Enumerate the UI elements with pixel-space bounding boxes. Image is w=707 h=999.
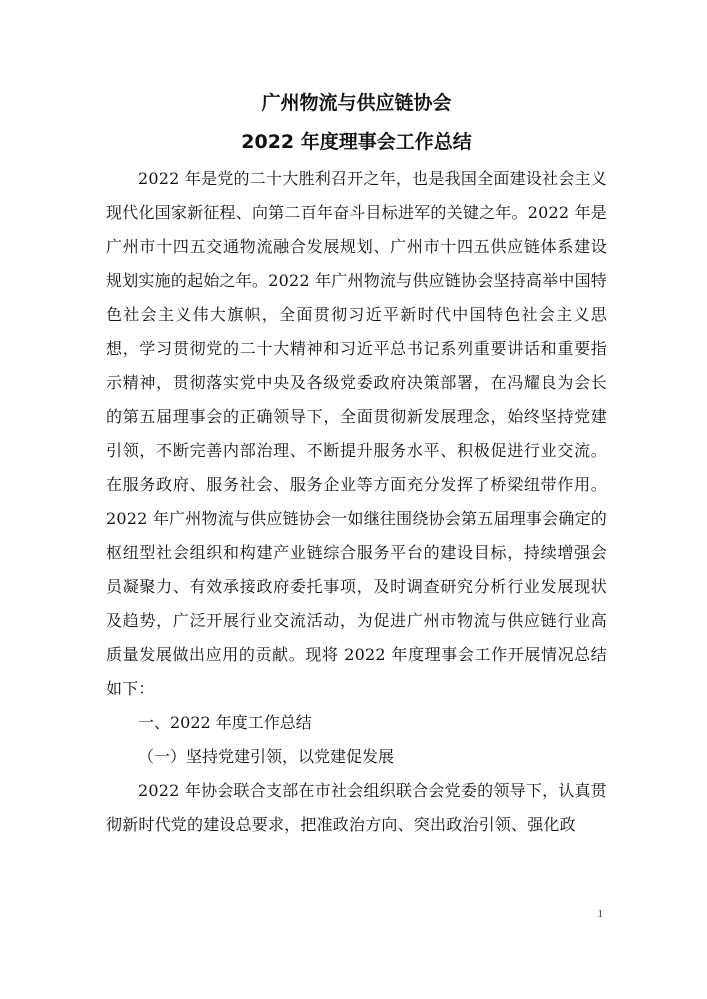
intro-paragraph: 2022 年是党的二十大胜利召开之年，也是我国全面建设社会主义现代化国家新征程、向第二百年奋斗目标进军的关键之年。2022 年是广州市十四五交通物流融合发展规划、广州市十四五供应链体系建设规划实施的起始之年。2022 年广州物流与供应链协会坚持高举中国特色社会主义伟大旗帜，全面贯彻习近平新时代中国特色社会主义思想，学习贯彻党的二十大精神和习近平总书记系列重要讲话和重要指示精神，贯彻落实党中央及各级党委政府决策部署，在冯耀良为会长的第五届理事会的正确领导下，全面贯彻新发展理念，始终坚持党建引领，不断完善内部治理、不断提升服务水平、积极促进行业交流。在服务政府、服务社会、服务企业等方面充分发挥了桥梁纽带作用。2022 年广州物流与供应链协会一如继往围绕协会第五届理事会确定的枢纽型社会组织和构建产业链综合服务平台的建设目标，持续增强会员凝聚力、有效承接政府委托事项，及时调查研究分析行业发展现状及趋势，广泛开展行业交流活动，为促进广州市物流与供应链行业高质量发展做出应用的贡献。现将 2022 年度理事会工作开展情况总结如下： <box>106 169 607 698</box>
document-body <box>106 88 607 842</box>
document-subtitle: 2022 年度理事会工作总结 <box>241 131 472 153</box>
section-heading: 一、2022 年度工作总结 <box>138 713 312 732</box>
page-number: 1 <box>597 908 603 920</box>
document-title: 广州物流与供应链协会 <box>261 92 452 114</box>
subsection-heading: （一）坚持党建引领，以党建促发展 <box>138 747 395 766</box>
party-building-paragraph: 2022 年协会联合支部在市社会组织联合会党委的领导下，认真贯彻新时代党的建设总要求，把准政治方向、突出政治引领、强化政 <box>106 781 607 834</box>
